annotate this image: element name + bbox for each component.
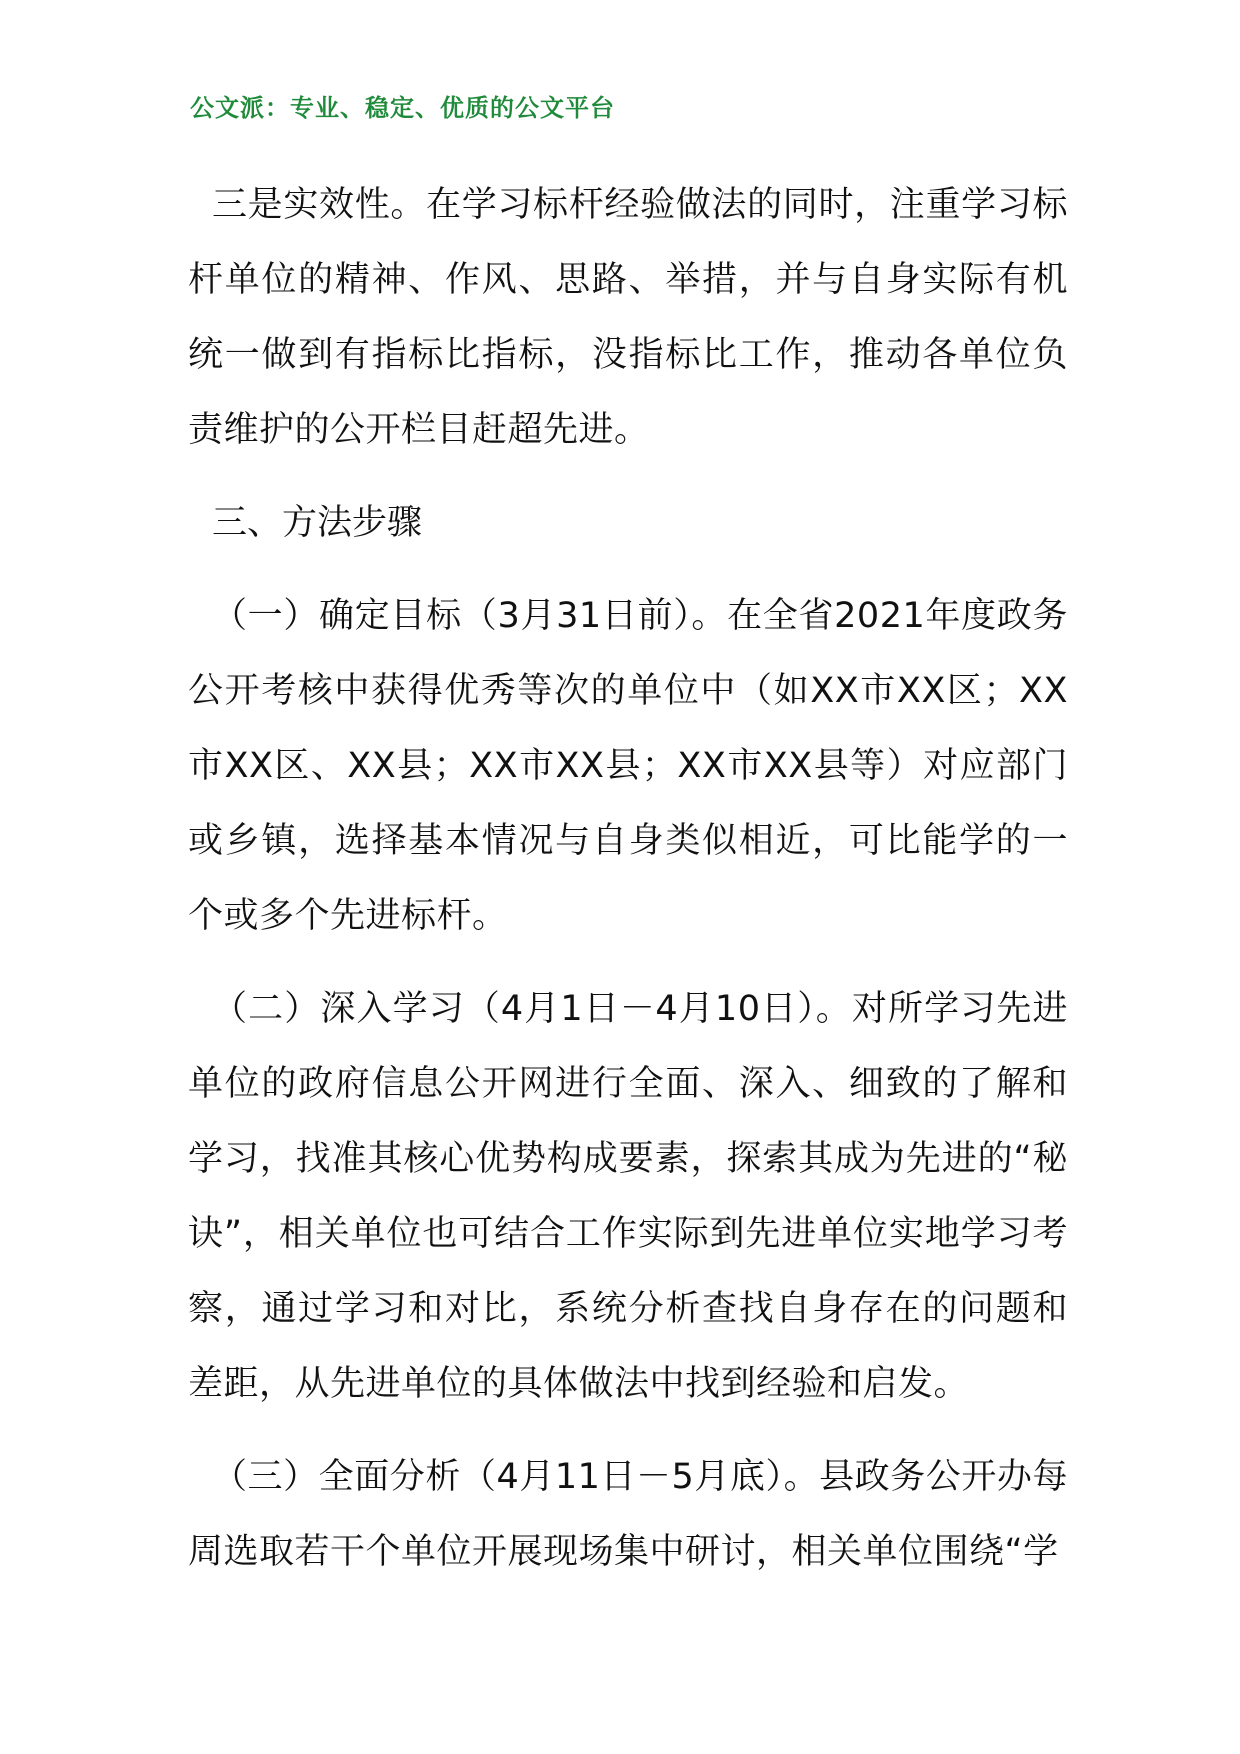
paragraph-step-2: （二）深入学习（4月1日－4月10日）。对所学习先进单位的政府信息公开网进行全面、深入、细致的了解和学习，找准其核心优势构成要素，探索其成为先进的“秘诀”，相关单位也可结合工作实际到先进单位实地学习考察，通过学习和对比，系统分析查找自身存在的问题和差距，从先进单位的具体做法中找到经验和启发。 [188, 989, 1068, 1404]
paragraph-effectiveness: 三是实效性。在学习标杆经验做法的同时，注重学习标杆单位的精神、作风、思路、举措，并与自身实际有机统一做到有指标比指标，没指标比工作，推动各单位负责维护的公开栏目赶超先进。 [188, 185, 1068, 450]
paragraph-step-1: （一）确定目标（3月31日前）。在全省2021年度政务公开考核中获得优秀等次的单位中（如XX市XX区；XX市XX区、XX县；XX市XX县；XX市XX县等）对应部门或乡镇，选择基本情况与自身类似相近，可比能学的一个或多个先进标杆。 [188, 596, 1068, 936]
section-heading-methods: 三、方法步骤 [212, 503, 423, 543]
document-body [188, 168, 1068, 1608]
paragraph-step-3: （三）全面分析（4月11日－5月底）。县政务公开办每周选取若干个单位开展现场集中研讨，相关单位围绕“学 [188, 1457, 1068, 1572]
document-header: 公文派：专业、稳定、优质的公文平台 [190, 94, 615, 122]
